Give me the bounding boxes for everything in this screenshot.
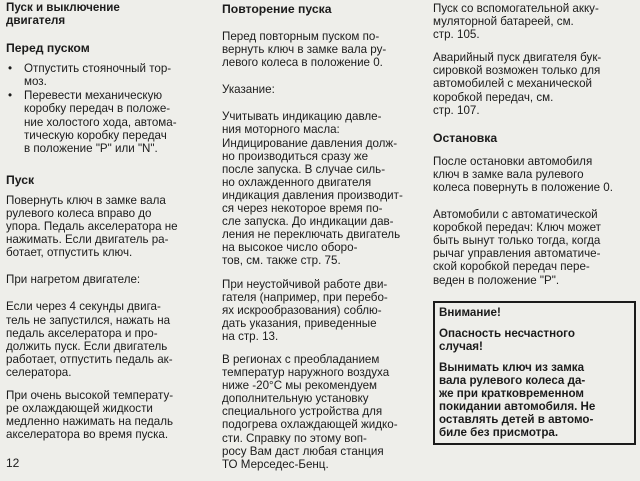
list-item-text: Отпустить стояночный тор- моз. (24, 62, 172, 89)
note-label: Указание: (222, 83, 275, 97)
heading-before-start: Перед пуском (6, 41, 90, 56)
heading-stop: Остановка (433, 130, 498, 145)
warning-title: Внимание! (439, 305, 501, 319)
paragraph: После остановки автомобиля ключ в замке вала рулевого колеса повернуть в положение 0. (433, 154, 613, 194)
paragraph: Если через 4 секунды двига- тель не запустился, нажать на педаль акселератора и про- должить пуск. Если двигатель работает, отпустить педаль ак- селератора. (6, 300, 173, 379)
paragraph: Повернуть ключ в замке вала рулевого колеса вправо до упора. Педаль акселератора не нажимать. Если двигатель ра- ботает, отпустить ключ. (6, 193, 178, 260)
paragraph: Пуск со вспомогательной акку- муляторной батареей, см. стр. 105. (433, 2, 599, 42)
list-item (6, 89, 202, 154)
list-item-text: Перевести механическую коробку передач в положе- ние холостого хода, автома- тическую коробку передач в положение "P" или "N". (24, 89, 177, 155)
paragraph: Перед повторным пуском по- вернуть ключ в замке вала ру- левого колеса в положение 0. (222, 30, 387, 70)
paragraph: При нагретом двигателе: (6, 273, 141, 287)
warning-box (433, 301, 636, 446)
bullet-icon: • (8, 89, 13, 103)
bullet-icon: • (8, 62, 13, 76)
list-item (6, 62, 202, 88)
paragraph: Аварийный пуск двигателя бук- сировкой возможен только для автомобилей с механической коробкой передач, см. стр. 107. (433, 51, 602, 117)
paragraph: Учитывать индикацию давле- ния моторного масла: Индицирование давления долж- но производиться сразу же после запуска. В случае силь- но охлажденного двигателя индикация давления производит- ся через некоторое время по- сле запуска. До индикации дав- ления не переключать двигатель на высокое число оборо- тов, см. также стр. 75. (222, 110, 403, 268)
warning-danger: Опасность несчастного случая! (439, 326, 575, 353)
section-title: Пуск и выключение двигателя (6, 1, 120, 27)
paragraph: При неустойчивой работе дви- гателя (например, при перебо- ях искрообразования) соблю- дать указания, приведенные на стр. 13. (222, 277, 388, 343)
heading-restart: Повторение пуска (222, 2, 332, 16)
heading-start: Пуск (6, 172, 35, 187)
paragraph: Автомобили с автоматической коробкой передач: Ключ может быть вынут только тогда, когда рычаг управления автоматиче- ской коробкой передач пере- веден в положение "P". (433, 208, 601, 287)
paragraph: В регионах с преобладанием температур наружного воздуха ниже -20°C мы рекомендуем дополнительную установку специального устройства для подогрева охлаждающей жидко- сти. Справку по этому воп- росу Вам даст любая станция ТО Мерседес-Бенц. (222, 352, 398, 471)
column-middle (222, 2, 418, 481)
before-start-list (6, 62, 202, 155)
warning-text: Вынимать ключ из замка вала рулевого колеса да- же при кратковременном покидании автомобиля. Не оставлять детей в автомо- биле без присмотра. (439, 360, 596, 440)
column-right (433, 2, 637, 445)
column-left (6, 2, 202, 451)
page-number: 12 (6, 456, 20, 470)
paragraph: При очень высокой температу- ре охлаждающей жидкости медленно нажимать на педаль акселератора во время пуска. (6, 388, 174, 442)
